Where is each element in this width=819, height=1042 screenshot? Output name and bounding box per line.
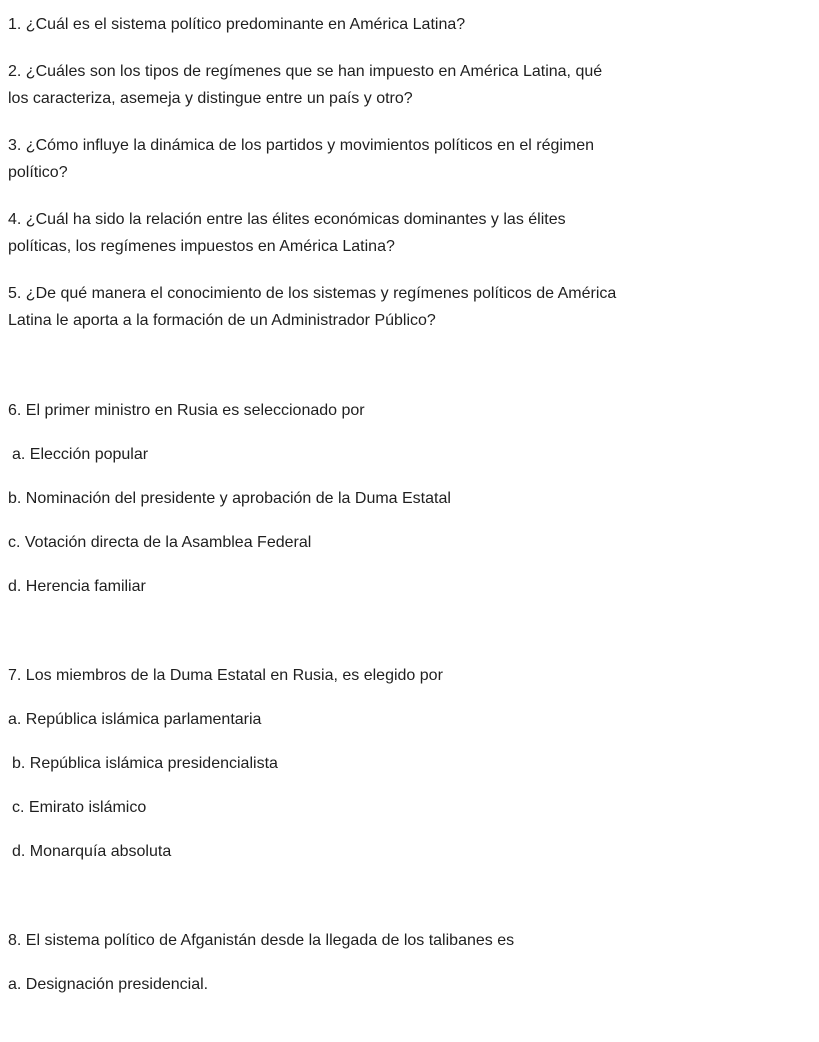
question-6-option-d: d. Herencia familiar xyxy=(8,578,146,595)
question-7-option-a: a. República islámica parlamentaria xyxy=(8,711,262,728)
question-4-line-1: 4. ¿Cuál ha sido la relación entre las élites económicas dominantes y las élites xyxy=(8,211,566,228)
question-5-line-1: 5. ¿De qué manera el conocimiento de los sistemas y regímenes políticos de América xyxy=(8,285,617,302)
question-6-option-c: c. Votación directa de la Asamblea Federal xyxy=(8,534,312,551)
question-6-prompt: 6. El primer ministro en Rusia es seleccionado por xyxy=(8,402,365,419)
question-8-option-a: a. Designación presidencial. xyxy=(8,976,209,993)
question-4-line-2: políticas, los regímenes impuestos en América Latina? xyxy=(8,238,395,255)
question-7-prompt: 7. Los miembros de la Duma Estatal en Rusia, es elegido por xyxy=(8,667,443,684)
question-3-line-2: político? xyxy=(8,164,68,181)
question-7-option-d: d. Monarquía absoluta xyxy=(12,843,172,860)
question-2-line-2: los caracteriza, asemeja y distingue entre un país y otro? xyxy=(8,90,413,107)
question-7-option-b: b. República islámica presidencialista xyxy=(12,755,278,772)
question-3-line-1: 3. ¿Cómo influye la dinámica de los partidos y movimientos políticos en el régimen xyxy=(8,137,595,154)
question-5-line-2: Latina le aporta a la formación de un Administrador Público? xyxy=(8,312,436,329)
question-1: 1. ¿Cuál es el sistema político predominante en América Latina? xyxy=(8,16,466,33)
question-6-option-a: a. Elección popular xyxy=(12,446,149,463)
question-6-option-b: b. Nominación del presidente y aprobación de la Duma Estatal xyxy=(8,490,451,507)
question-7-option-c: c. Emirato islámico xyxy=(12,799,147,816)
question-8-prompt: 8. El sistema político de Afganistán desde la llegada de los talibanes es xyxy=(8,932,515,949)
question-2-line-1: 2. ¿Cuáles son los tipos de regímenes que se han impuesto en América Latina, qué xyxy=(8,63,603,80)
